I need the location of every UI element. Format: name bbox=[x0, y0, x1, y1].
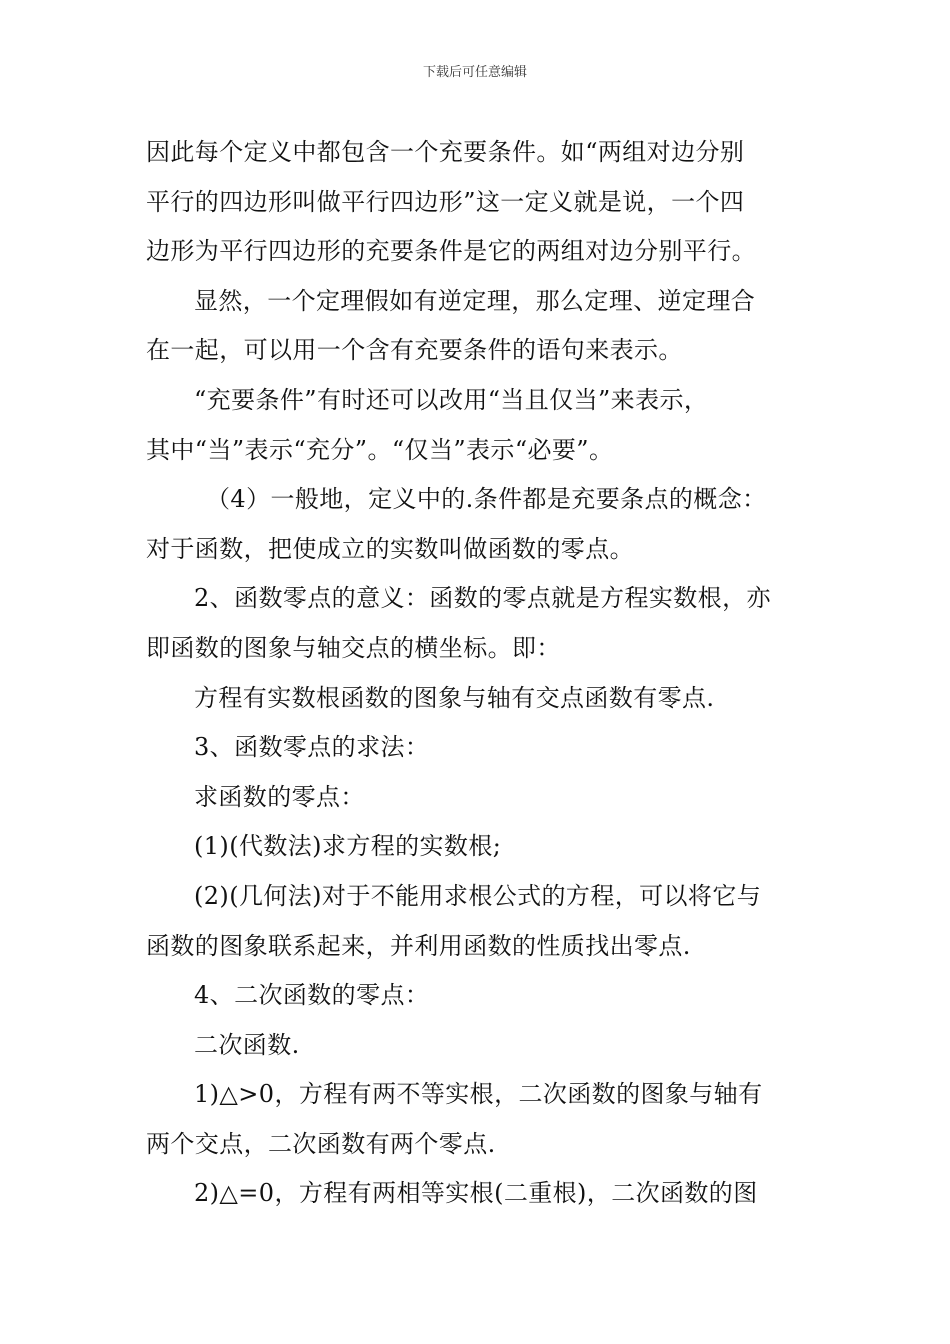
text-line: 函数的图象联系起来，并利用函数的性质找出零点. bbox=[146, 931, 691, 960]
text-line: 1)△>0，方程有两不等实根，二次函数的图象与轴有 bbox=[194, 1080, 763, 1109]
text-line: 4、二次函数的零点： bbox=[194, 981, 430, 1010]
text-line: 显然，一个定理假如有逆定理，那么定理、逆定理合 bbox=[194, 286, 756, 315]
document-body bbox=[146, 128, 810, 1219]
text-line: 2)△=0，方程有两相等实根(二重根)，二次函数的图 bbox=[194, 1179, 758, 1208]
text-line: 其中“当”表示“充分”。“仅当”表示“必要”。 bbox=[146, 435, 614, 464]
text-line: 3、函数零点的求法： bbox=[194, 733, 430, 762]
text-line: 方程有实数根函数的图象与轴有交点函数有零点. bbox=[194, 683, 715, 712]
text-line: (2)(几何法)对于不能用求根公式的方程，可以将它与 bbox=[194, 881, 762, 910]
text-line: 对于函数，把使成立的实数叫做函数的零点。 bbox=[146, 534, 634, 563]
text-line: 求函数的零点： bbox=[194, 782, 365, 811]
text-line: （4）一般地，定义中的.条件都是充要条点的概念： bbox=[206, 485, 767, 514]
text-line: (1)(代数法)求方程的实数根; bbox=[194, 832, 502, 861]
text-line: “充要条件”有时还可以改用“当且仅当”来表示， bbox=[194, 385, 709, 414]
text-line: 二次函数. bbox=[194, 1030, 300, 1059]
text-line: 两个交点，二次函数有两个零点. bbox=[146, 1129, 496, 1158]
text-line: 平行的四边形叫做平行四边形”这一定义就是说，一个四 bbox=[146, 187, 745, 216]
text-line: 2、函数零点的意义：函数的零点就是方程实数根，亦 bbox=[194, 584, 771, 613]
text-line: 边形为平行四边形的充要条件是它的两组对边分别平行。 bbox=[146, 237, 756, 266]
text-line: 在一起，可以用一个含有充要条件的语句来表示。 bbox=[146, 336, 683, 365]
text-line: 因此每个定义中都包含一个充要条件。如“两组对边分别 bbox=[146, 138, 745, 166]
text-line: 即函数的图象与轴交点的横坐标。即： bbox=[146, 633, 561, 662]
page-header: 下载后可任意编辑 bbox=[422, 65, 527, 80]
